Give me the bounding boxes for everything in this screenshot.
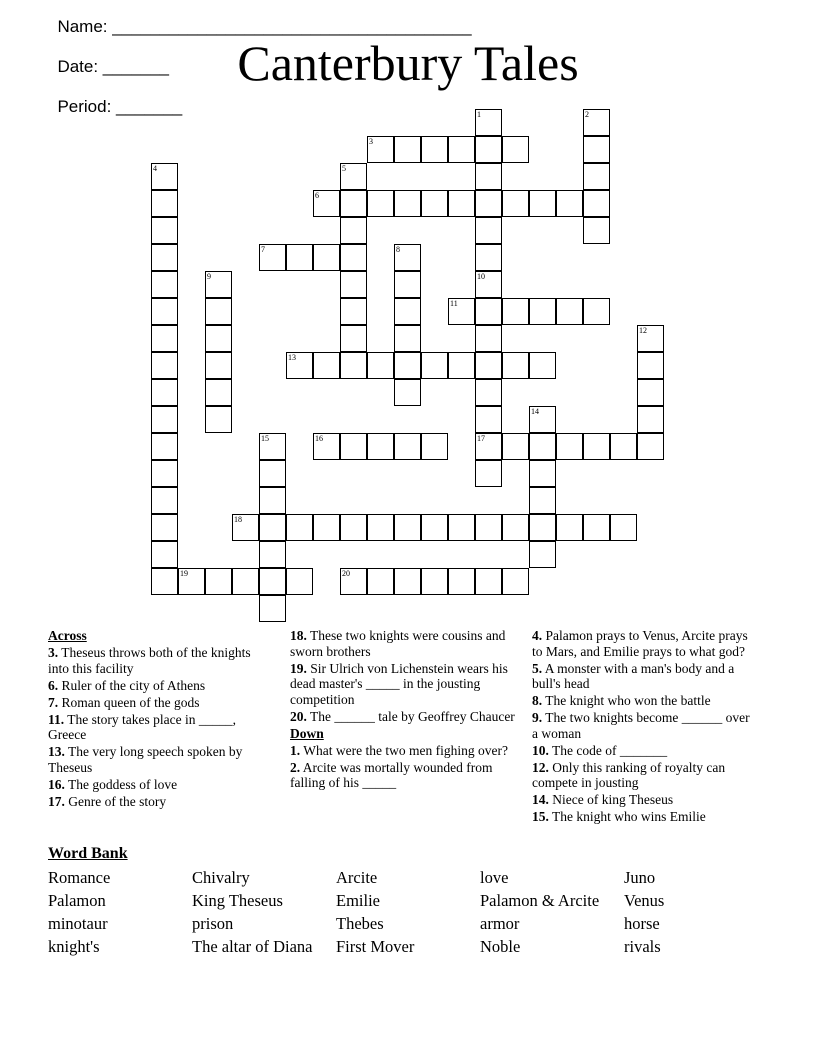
crossword-cell[interactable] <box>529 406 556 433</box>
across-heading: Across <box>48 628 87 643</box>
crossword-cell[interactable] <box>583 298 610 325</box>
clue-number-label: 15 <box>261 434 269 443</box>
word-bank-item: Arcite <box>336 868 378 887</box>
crossword-cell[interactable] <box>448 190 475 217</box>
crossword-cell[interactable] <box>286 352 313 379</box>
crossword-cell[interactable] <box>394 271 421 298</box>
crossword-cell[interactable] <box>529 190 556 217</box>
clue-number-label: 8 <box>396 245 400 254</box>
clue-number-label: 7 <box>261 245 265 254</box>
crossword-cell[interactable] <box>556 298 583 325</box>
crossword-cell[interactable] <box>583 163 610 190</box>
page-title: Canterbury Tales <box>237 35 579 91</box>
crossword-cell[interactable] <box>529 487 556 514</box>
word-bank-item: rivals <box>624 937 661 956</box>
clue-down-10: 10. The code of _______ <box>532 742 668 758</box>
crossword-cell[interactable] <box>583 136 610 163</box>
clue-number-label: 2 <box>585 110 589 119</box>
word-bank-item: horse <box>624 914 660 933</box>
crossword-cell[interactable] <box>394 379 421 406</box>
crossword-cell[interactable] <box>475 109 502 136</box>
crossword-cell[interactable] <box>475 406 502 433</box>
name-field-label: Name: ______________________________________ <box>57 17 472 36</box>
crossword-cell[interactable] <box>475 163 502 190</box>
crossword-cell[interactable] <box>583 433 610 460</box>
crossword-cell[interactable] <box>637 379 664 406</box>
crossword-cell[interactable] <box>394 136 421 163</box>
crossword-cell[interactable] <box>151 217 178 244</box>
word-bank-item: Palamon & Arcite <box>480 891 600 910</box>
crossword-cell[interactable] <box>151 379 178 406</box>
crossword-cell[interactable] <box>259 514 286 541</box>
crossword-cell[interactable] <box>340 163 367 190</box>
crossword-cell[interactable] <box>610 433 637 460</box>
crossword-cell[interactable] <box>502 514 529 541</box>
clues-column-1 <box>48 628 270 811</box>
clue-down-12: 12. Only this ranking of royalty can compete in jousting <box>532 759 726 790</box>
crossword-cell[interactable] <box>340 190 367 217</box>
word-bank-item: Romance <box>48 868 111 887</box>
crossword-cell[interactable] <box>637 352 664 379</box>
crossword-cell[interactable] <box>637 325 664 352</box>
crossword-cell[interactable] <box>151 298 178 325</box>
crossword-cell[interactable] <box>340 271 367 298</box>
clue-number-label: 9 <box>207 272 211 281</box>
crossword-cell[interactable] <box>421 568 448 595</box>
crossword-cell[interactable] <box>475 379 502 406</box>
clue-number-label: 16 <box>315 434 323 443</box>
word-bank-item: minotaur <box>48 914 108 933</box>
crossword-cell[interactable] <box>583 190 610 217</box>
word-bank-item: Noble <box>480 937 521 956</box>
clue-number-label: 1 <box>477 110 481 119</box>
clue-across-17: 17. Genre of the story <box>48 793 167 809</box>
crossword-cell[interactable] <box>421 190 448 217</box>
clue-down-1: 1. What were the two men fighing over? <box>290 742 508 758</box>
crossword-cell[interactable] <box>151 163 178 190</box>
word-bank-item: Juno <box>624 868 656 887</box>
crossword-cell[interactable] <box>151 541 178 568</box>
crossword-cell[interactable] <box>259 487 286 514</box>
word-bank-item: The altar of Diana <box>192 937 313 956</box>
crossword-cell[interactable] <box>259 460 286 487</box>
crossword-cell[interactable] <box>340 217 367 244</box>
word-bank-title: Word Bank <box>48 845 128 862</box>
crossword-cell[interactable] <box>475 568 502 595</box>
clue-number-label: 4 <box>153 164 157 173</box>
crossword-cell[interactable] <box>502 433 529 460</box>
crossword-cell[interactable] <box>637 406 664 433</box>
crossword-cell[interactable] <box>502 298 529 325</box>
crossword-cell[interactable] <box>259 595 286 622</box>
crossword-cell[interactable] <box>286 568 313 595</box>
clue-number-label: 5 <box>342 164 346 173</box>
crossword-cell[interactable] <box>475 352 502 379</box>
word-bank-item: knight's <box>48 937 100 956</box>
clue-across-16: 16. The goddess of love <box>48 776 178 792</box>
crossword-cell[interactable] <box>421 433 448 460</box>
crossword-cell[interactable] <box>205 379 232 406</box>
crossword-cell[interactable] <box>340 244 367 271</box>
crossword-cell[interactable] <box>151 487 178 514</box>
crossword-cell[interactable] <box>151 352 178 379</box>
clue-down-15: 15. The knight who wins Emilie <box>532 809 706 824</box>
crossword-cell[interactable] <box>340 514 367 541</box>
crossword-cell[interactable] <box>421 352 448 379</box>
crossword-cell[interactable] <box>556 433 583 460</box>
crossword-cell[interactable] <box>502 352 529 379</box>
clues-column-3 <box>532 628 754 826</box>
clue-number-label: 3 <box>369 137 373 146</box>
clue-across-18: 18. These two knights were cousins and sworn brothers <box>290 628 506 659</box>
clue-across-6: 6. Ruler of the city of Athens <box>48 677 206 693</box>
clue-down-14: 14. Niece of king Theseus <box>532 792 674 807</box>
crossword-cell[interactable] <box>421 136 448 163</box>
crossword-cell[interactable] <box>583 109 610 136</box>
crossword-cell[interactable] <box>394 433 421 460</box>
crossword-cell[interactable] <box>232 514 259 541</box>
crossword-cell[interactable] <box>151 568 178 595</box>
clue-number-label: 13 <box>288 353 296 362</box>
crossword-cell[interactable] <box>448 136 475 163</box>
clue-number-label: 11 <box>450 299 458 308</box>
crossword-cell[interactable] <box>151 514 178 541</box>
crossword-cell[interactable] <box>205 271 232 298</box>
crossword-cell[interactable] <box>448 352 475 379</box>
crossword-cell[interactable] <box>151 460 178 487</box>
crossword-cell[interactable] <box>205 325 232 352</box>
clue-number-label: 12 <box>639 326 647 335</box>
crossword-cell[interactable] <box>394 298 421 325</box>
period-field-label: Period: _______ <box>57 97 183 116</box>
crossword-cell[interactable] <box>205 406 232 433</box>
crossword-cell[interactable] <box>259 541 286 568</box>
crossword-cell[interactable] <box>610 514 637 541</box>
crossword-cell[interactable] <box>313 433 340 460</box>
clue-number-label: 6 <box>315 191 319 200</box>
clue-number-label: 17 <box>477 434 485 443</box>
crossword-cell[interactable] <box>529 460 556 487</box>
crossword-cell[interactable] <box>529 298 556 325</box>
crossword-cell[interactable] <box>259 433 286 460</box>
word-bank-item: prison <box>192 914 234 933</box>
crossword-cell[interactable] <box>313 352 340 379</box>
word-bank-item: Chivalry <box>192 868 250 887</box>
clue-across-13: 13. The very long speech spoken by Theseus <box>48 744 243 775</box>
word-bank-item: First Mover <box>336 937 415 956</box>
crossword-cell[interactable] <box>475 217 502 244</box>
crossword-cell[interactable] <box>502 136 529 163</box>
crossword-cell[interactable] <box>367 190 394 217</box>
crossword-cell[interactable] <box>367 352 394 379</box>
crossword-cell[interactable] <box>475 325 502 352</box>
crossword-cell[interactable] <box>583 217 610 244</box>
crossword-cell[interactable] <box>259 244 286 271</box>
crossword-cell[interactable] <box>475 136 502 163</box>
crossword-cell[interactable] <box>529 541 556 568</box>
crossword-cell[interactable] <box>502 568 529 595</box>
crossword-cell[interactable] <box>475 190 502 217</box>
crossword-cell[interactable] <box>475 514 502 541</box>
crossword-cell[interactable] <box>340 433 367 460</box>
clue-down-8: 8. The knight who won the battle <box>532 693 711 708</box>
clue-across-20: 20. The ______ tale by Geoffrey Chaucer <box>290 708 515 724</box>
crossword-cell[interactable] <box>394 325 421 352</box>
crossword-cell[interactable] <box>529 514 556 541</box>
crossword-cell[interactable] <box>394 244 421 271</box>
clue-number-label: 14 <box>531 407 539 416</box>
crossword-cell[interactable] <box>205 568 232 595</box>
crossword-cell[interactable] <box>286 244 313 271</box>
crossword-cell[interactable] <box>340 568 367 595</box>
crossword-cell[interactable] <box>178 568 205 595</box>
crossword-cell[interactable] <box>475 244 502 271</box>
crossword-cell[interactable] <box>475 433 502 460</box>
word-bank-item: armor <box>480 914 520 933</box>
clue-down-4: 4. Palamon prays to Venus, Arcite prays to Mars, and Emilie prays to what god? <box>532 628 748 659</box>
crossword-cell[interactable] <box>367 433 394 460</box>
crossword-cell[interactable] <box>556 190 583 217</box>
clue-number-label: 20 <box>342 569 350 578</box>
word-bank-item: Venus <box>624 891 665 910</box>
crossword-cell[interactable] <box>448 568 475 595</box>
crossword-cell[interactable] <box>151 325 178 352</box>
word-bank-item: King Theseus <box>192 891 283 910</box>
word-bank-item: Thebes <box>336 914 384 933</box>
crossword-cell[interactable] <box>151 244 178 271</box>
crossword-cell[interactable] <box>394 514 421 541</box>
crossword-cell[interactable] <box>313 190 340 217</box>
clue-across-7: 7. Roman queen of the gods <box>48 694 200 710</box>
crossword-cell[interactable] <box>340 352 367 379</box>
clue-across-11: 11. The story takes place in _____, Greece <box>48 711 236 742</box>
clue-down-2: 2. Arcite was mortally wounded from falling of his _____ <box>290 759 493 790</box>
crossword-cell[interactable] <box>205 298 232 325</box>
crossword-cell[interactable] <box>232 568 259 595</box>
crossword-cell[interactable] <box>448 514 475 541</box>
crossword-cell[interactable] <box>313 514 340 541</box>
crossword-cell[interactable] <box>151 433 178 460</box>
crossword-cell[interactable] <box>529 352 556 379</box>
crossword-cell[interactable] <box>475 460 502 487</box>
crossword-cell[interactable] <box>367 514 394 541</box>
clue-number-label: 18 <box>234 515 242 524</box>
crossword-cell[interactable] <box>151 406 178 433</box>
date-field-label: Date: _______ <box>57 57 169 76</box>
crossword-cell[interactable] <box>637 433 664 460</box>
word-bank-item: Palamon <box>48 891 106 910</box>
crossword-cell[interactable] <box>367 568 394 595</box>
crossword-cell[interactable] <box>529 433 556 460</box>
crossword-cell[interactable] <box>151 271 178 298</box>
down-heading: Down <box>290 725 324 741</box>
clue-across-19: 19. Sir Ulrich von Lichenstein wears his dead master's _____ in the jousting competition <box>290 660 508 707</box>
clue-down-5: 5. A monster with a man's body and a bull's head <box>532 660 735 691</box>
crossword-cell[interactable] <box>394 352 421 379</box>
crossword-cell[interactable] <box>286 514 313 541</box>
crossword-cell[interactable] <box>313 244 340 271</box>
crossword-cell[interactable] <box>502 190 529 217</box>
crossword-cell[interactable] <box>259 568 286 595</box>
crossword-cell[interactable] <box>556 514 583 541</box>
clue-across-3: 3. Theseus throws both of the knights into this facility <box>48 645 251 676</box>
crossword-cell[interactable] <box>583 514 610 541</box>
crossword-cell[interactable] <box>448 298 475 325</box>
crossword-cell[interactable] <box>394 568 421 595</box>
clue-number-label: 10 <box>477 272 485 281</box>
crossword-cell[interactable] <box>205 352 232 379</box>
crossword-cell[interactable] <box>367 136 394 163</box>
word-bank-item: love <box>480 868 509 887</box>
word-bank-item: Emilie <box>336 891 380 910</box>
crossword-cell[interactable] <box>475 271 502 298</box>
crossword-cell[interactable] <box>340 325 367 352</box>
crossword-cell[interactable] <box>475 298 502 325</box>
clues-column-2 <box>290 628 526 792</box>
clue-number-label: 19 <box>180 569 188 578</box>
crossword-cell[interactable] <box>394 190 421 217</box>
crossword-cell[interactable] <box>151 190 178 217</box>
crossword-cell[interactable] <box>421 514 448 541</box>
clue-down-9: 9. The two knights become ______ over a woman <box>532 710 750 741</box>
crossword-cell[interactable] <box>340 298 367 325</box>
